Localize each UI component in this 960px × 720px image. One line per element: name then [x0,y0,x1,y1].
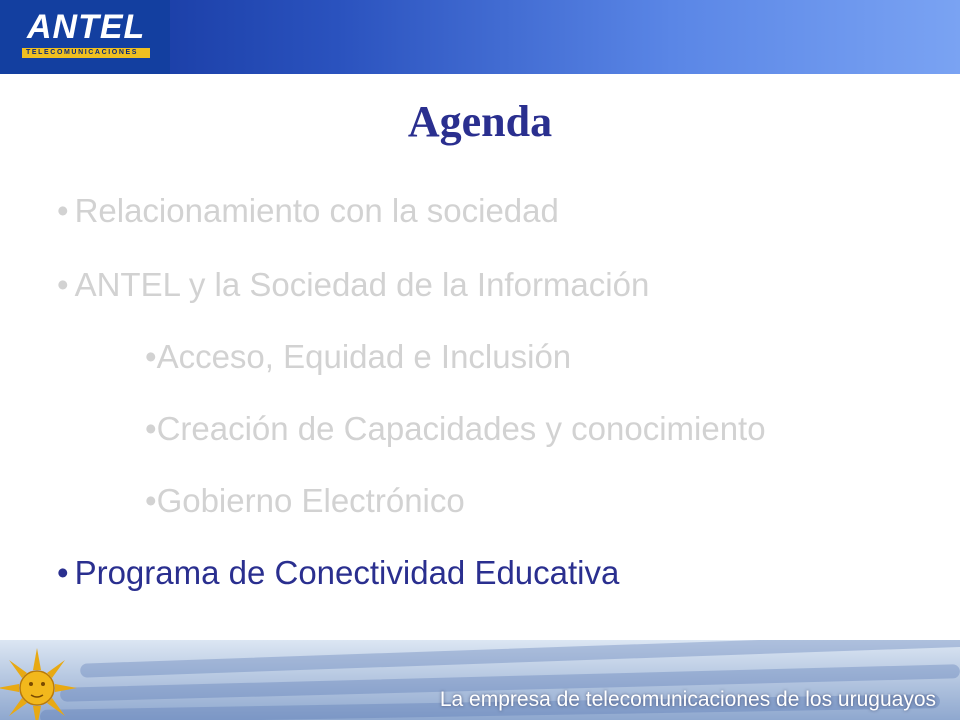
agenda-subitem-capacidades [145,410,766,448]
logo-subtitle: TELECOMUNICACIONES [26,49,139,56]
agenda-item-label: Programa de Conectividad Educativa [74,554,620,591]
agenda-item-conectividad [57,554,619,592]
agenda-item-label: Relacionamiento con la sociedad [74,192,559,229]
agenda-item-label: Gobierno Electrónico [156,482,465,519]
bullet-icon: • [145,482,157,519]
footer-banner [0,640,960,720]
antel-logo [0,0,170,74]
agenda-subitem-gobierno [145,482,465,520]
sun-of-may-icon [0,646,102,720]
footer-tagline: La empresa de telecomunicaciones de los uruguayos [439,688,936,711]
bullet-icon: • [57,192,69,229]
bullet-icon: • [145,410,157,447]
bullet-icon: • [57,554,69,591]
agenda-item-relacionamiento [57,192,559,230]
page-title: Agenda [407,97,553,146]
logo-wordmark: ANTEL [27,8,146,46]
bullet-icon: • [145,338,157,375]
agenda-item-sociedad-informacion [57,266,649,304]
bullet-icon: • [57,266,69,303]
agenda-subitem-acceso [145,338,571,376]
agenda-item-label: Acceso, Equidad e Inclusión [156,338,572,375]
header-bar [0,0,960,74]
agenda-item-label: ANTEL y la Sociedad de la Información [74,266,650,303]
agenda-item-label: Creación de Capacidades y conocimiento [156,410,766,447]
